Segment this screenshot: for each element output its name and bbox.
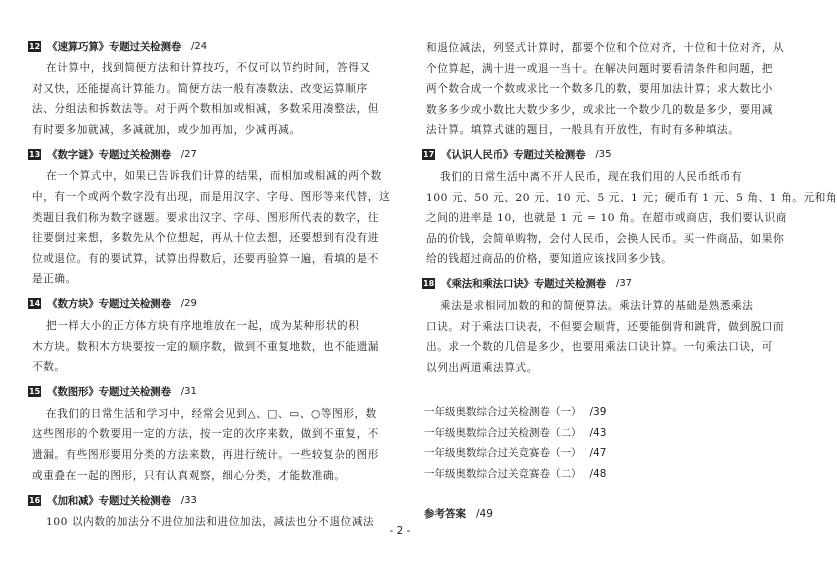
toc-item[interactable]: [422, 402, 774, 423]
text-line: 100 元、50 元、20 元、10 元、5 元、1 元；硬币有 1 元、5 角、1 角。元和角: [426, 191, 837, 204]
text-line: 出。求一个数的几倍是多少，也要用乘法口诀计算。一句乘法口诀，可: [426, 341, 774, 354]
section-number-badge: 18: [423, 279, 435, 289]
text-line: 法计算。填算式谜的题目，一般具有开放性，有时有多种填法。: [426, 124, 740, 137]
toc-item-title[interactable]: 一年级奥数综合过关检测卷（二）: [424, 426, 582, 439]
section-body: [28, 316, 396, 378]
text-line: 法、分组法和拆数法等。对于两个数相加或相减，多数采用凑整法，但: [32, 103, 380, 116]
section-body: [422, 296, 785, 378]
section-page-ref: /35: [595, 149, 612, 161]
text-line: 往要倒过来想，多数先从个位想起，再从十位去想，还要想到有没有进: [32, 232, 380, 245]
section-title[interactable]: 《认识人民币》专题过关检测卷: [441, 149, 586, 162]
section-body: [28, 404, 396, 486]
toc-item[interactable]: [422, 464, 774, 485]
section-body: [28, 166, 396, 290]
left-column: [28, 38, 396, 533]
text-line: 木方块。数积木方块要按一定的顺序数，做到不重复地数，也不能遗漏: [32, 340, 380, 353]
continued-text: [422, 38, 785, 141]
section-body: [422, 167, 837, 270]
text-line: 有时要多加就减，多减就加，或少加再加，少减再减。: [32, 123, 301, 136]
toc-item-page: /43: [589, 426, 607, 439]
section-heading[interactable]: [422, 147, 774, 163]
section-number-badge: 12: [29, 41, 41, 51]
text-line: 在我们的日常生活和学习中，经常会见到△、□、▭、○等图形，数: [46, 407, 377, 420]
answers-page: /49: [476, 508, 493, 521]
text-line: 和退位减法，列竖式计算时，都要个位和个位对齐，十位和十位对齐，从: [426, 42, 785, 54]
text-line: 对又快，还能提高计算能力。简便方法一般有凑数法、改变运算顺序: [32, 82, 368, 95]
answers-link[interactable]: [422, 506, 774, 521]
text-line: 遗漏。有些图形要用分类的方法来数，再进行统计。一些较复杂的图形: [32, 448, 380, 461]
toc-item-title[interactable]: 一年级奥数综合过关竞赛卷（一）: [424, 447, 582, 460]
section-title[interactable]: 《数方块》专题过关检测卷: [47, 298, 171, 311]
section-page-ref: /29: [180, 298, 197, 310]
toc-item[interactable]: [422, 423, 774, 444]
section-heading[interactable]: [28, 146, 396, 162]
toc-item-page: /47: [589, 447, 607, 460]
text-line: 之间的进率是 10，也就是 1 元 = 10 角。在超市或商店，我们要认识商: [426, 212, 788, 225]
text-line: 以列出两道乘法算式。: [426, 361, 538, 374]
section-title[interactable]: 《数图形》专题过关检测卷: [47, 386, 171, 399]
text-line: 我们的日常生活中离不开人民币，现在我们用的人民币纸币有: [440, 170, 743, 183]
text-line: 在一个算式中，如果已告诉我们计算的结果，而相加或相减的两个数: [46, 170, 382, 183]
toc-list: [422, 402, 774, 484]
text-line: 两个数合成一个数或求比一个数多几的数，要用加法计算；求大数比小: [426, 83, 774, 96]
section-title[interactable]: 《速算巧算》专题过关检测卷: [47, 40, 182, 53]
text-line: 在计算中，找到简便方法和计算技巧，不仅可以节约时间，答得又: [46, 62, 371, 74]
toc-item-title[interactable]: 一年级奥数综合过关检测卷（一）: [424, 406, 582, 419]
section-number-badge: 17: [423, 150, 435, 160]
section-page-ref: /31: [180, 386, 197, 398]
section-page-ref: /37: [615, 278, 633, 290]
section-heading[interactable]: [28, 296, 396, 312]
section-heading[interactable]: [422, 276, 774, 292]
right-column: [422, 38, 837, 521]
text-line: 位或退位。有的要试算，试算出得数后，还要再验算一遍，看填的是不: [32, 252, 380, 265]
toc-item-title[interactable]: 一年级奥数综合过关竞赛卷（二）: [424, 467, 582, 480]
text-line: 把一样大小的正方体方块有序地堆放在一起，成为某种形状的积: [46, 319, 360, 332]
section-body: [28, 58, 396, 140]
section-number-badge: 14: [29, 299, 41, 309]
toc-item-page: /48: [589, 467, 607, 480]
answers-title[interactable]: 参考答案: [424, 508, 466, 521]
text-line: 口诀。对于乘法口诀表，不但要会顺背，还要能倒背和跳背，做到脱口而: [426, 320, 785, 333]
section-page-ref: /24: [191, 40, 208, 52]
page-number: - 2 -: [389, 525, 411, 537]
text-line: 数多多少或小数比大数少多少，或求比一个数少几的数是多少，要用减: [426, 103, 774, 116]
text-line: 不数。: [32, 361, 66, 374]
section-number-badge: 15: [29, 387, 41, 397]
section-title[interactable]: 《数字谜》专题过关检测卷: [47, 148, 171, 161]
text-line: 给的钱超过商品的价格，要知道应该找回多少钱。: [426, 253, 673, 266]
text-line: 或重叠在一起的图形，只有认真观察，细心分类，才能数准确。: [32, 469, 346, 482]
section-number-badge: 13: [29, 149, 41, 159]
text-line: 中，有一个或两个数字没有出现，而是用汉字、字母、图形等来代替，这: [32, 190, 391, 203]
section-heading[interactable]: [28, 492, 396, 508]
section-title[interactable]: 《加和减》专题过关检测卷: [47, 494, 171, 507]
text-line: 个位算起，满十进一或退一当十。在解决问题时要看清条件和问题，把: [426, 62, 774, 75]
section-heading[interactable]: [28, 38, 396, 54]
text-line: 是正确。: [32, 273, 77, 286]
section-number-badge: 16: [29, 495, 41, 505]
text-line: 乘法是求相同加数的和的简便算法。乘法计算的基础是熟悉乘法: [440, 299, 754, 312]
toc-item[interactable]: [422, 443, 774, 464]
text-line: 100 以内数的加法分不进位加法和进位加法，减法也分不退位减法: [46, 516, 375, 529]
section-heading[interactable]: [28, 384, 396, 400]
section-page-ref: /33: [180, 494, 197, 506]
toc-item-page: /39: [589, 406, 607, 419]
text-line: 品的价钱，会简单购物，会付人民币，会换人民币。买一件商品，如果你: [426, 232, 785, 245]
text-line: 类题目我们称为数字谜题。要求出汉字、字母、图形所代表的数字，往: [32, 211, 380, 224]
section-title[interactable]: 《乘法和乘法口诀》专题过关检测卷: [441, 278, 606, 291]
section-page-ref: /27: [180, 148, 197, 160]
text-line: 这些图形的个数要用一定的方法，按一定的次序来数，做到不重复，不: [32, 428, 380, 441]
